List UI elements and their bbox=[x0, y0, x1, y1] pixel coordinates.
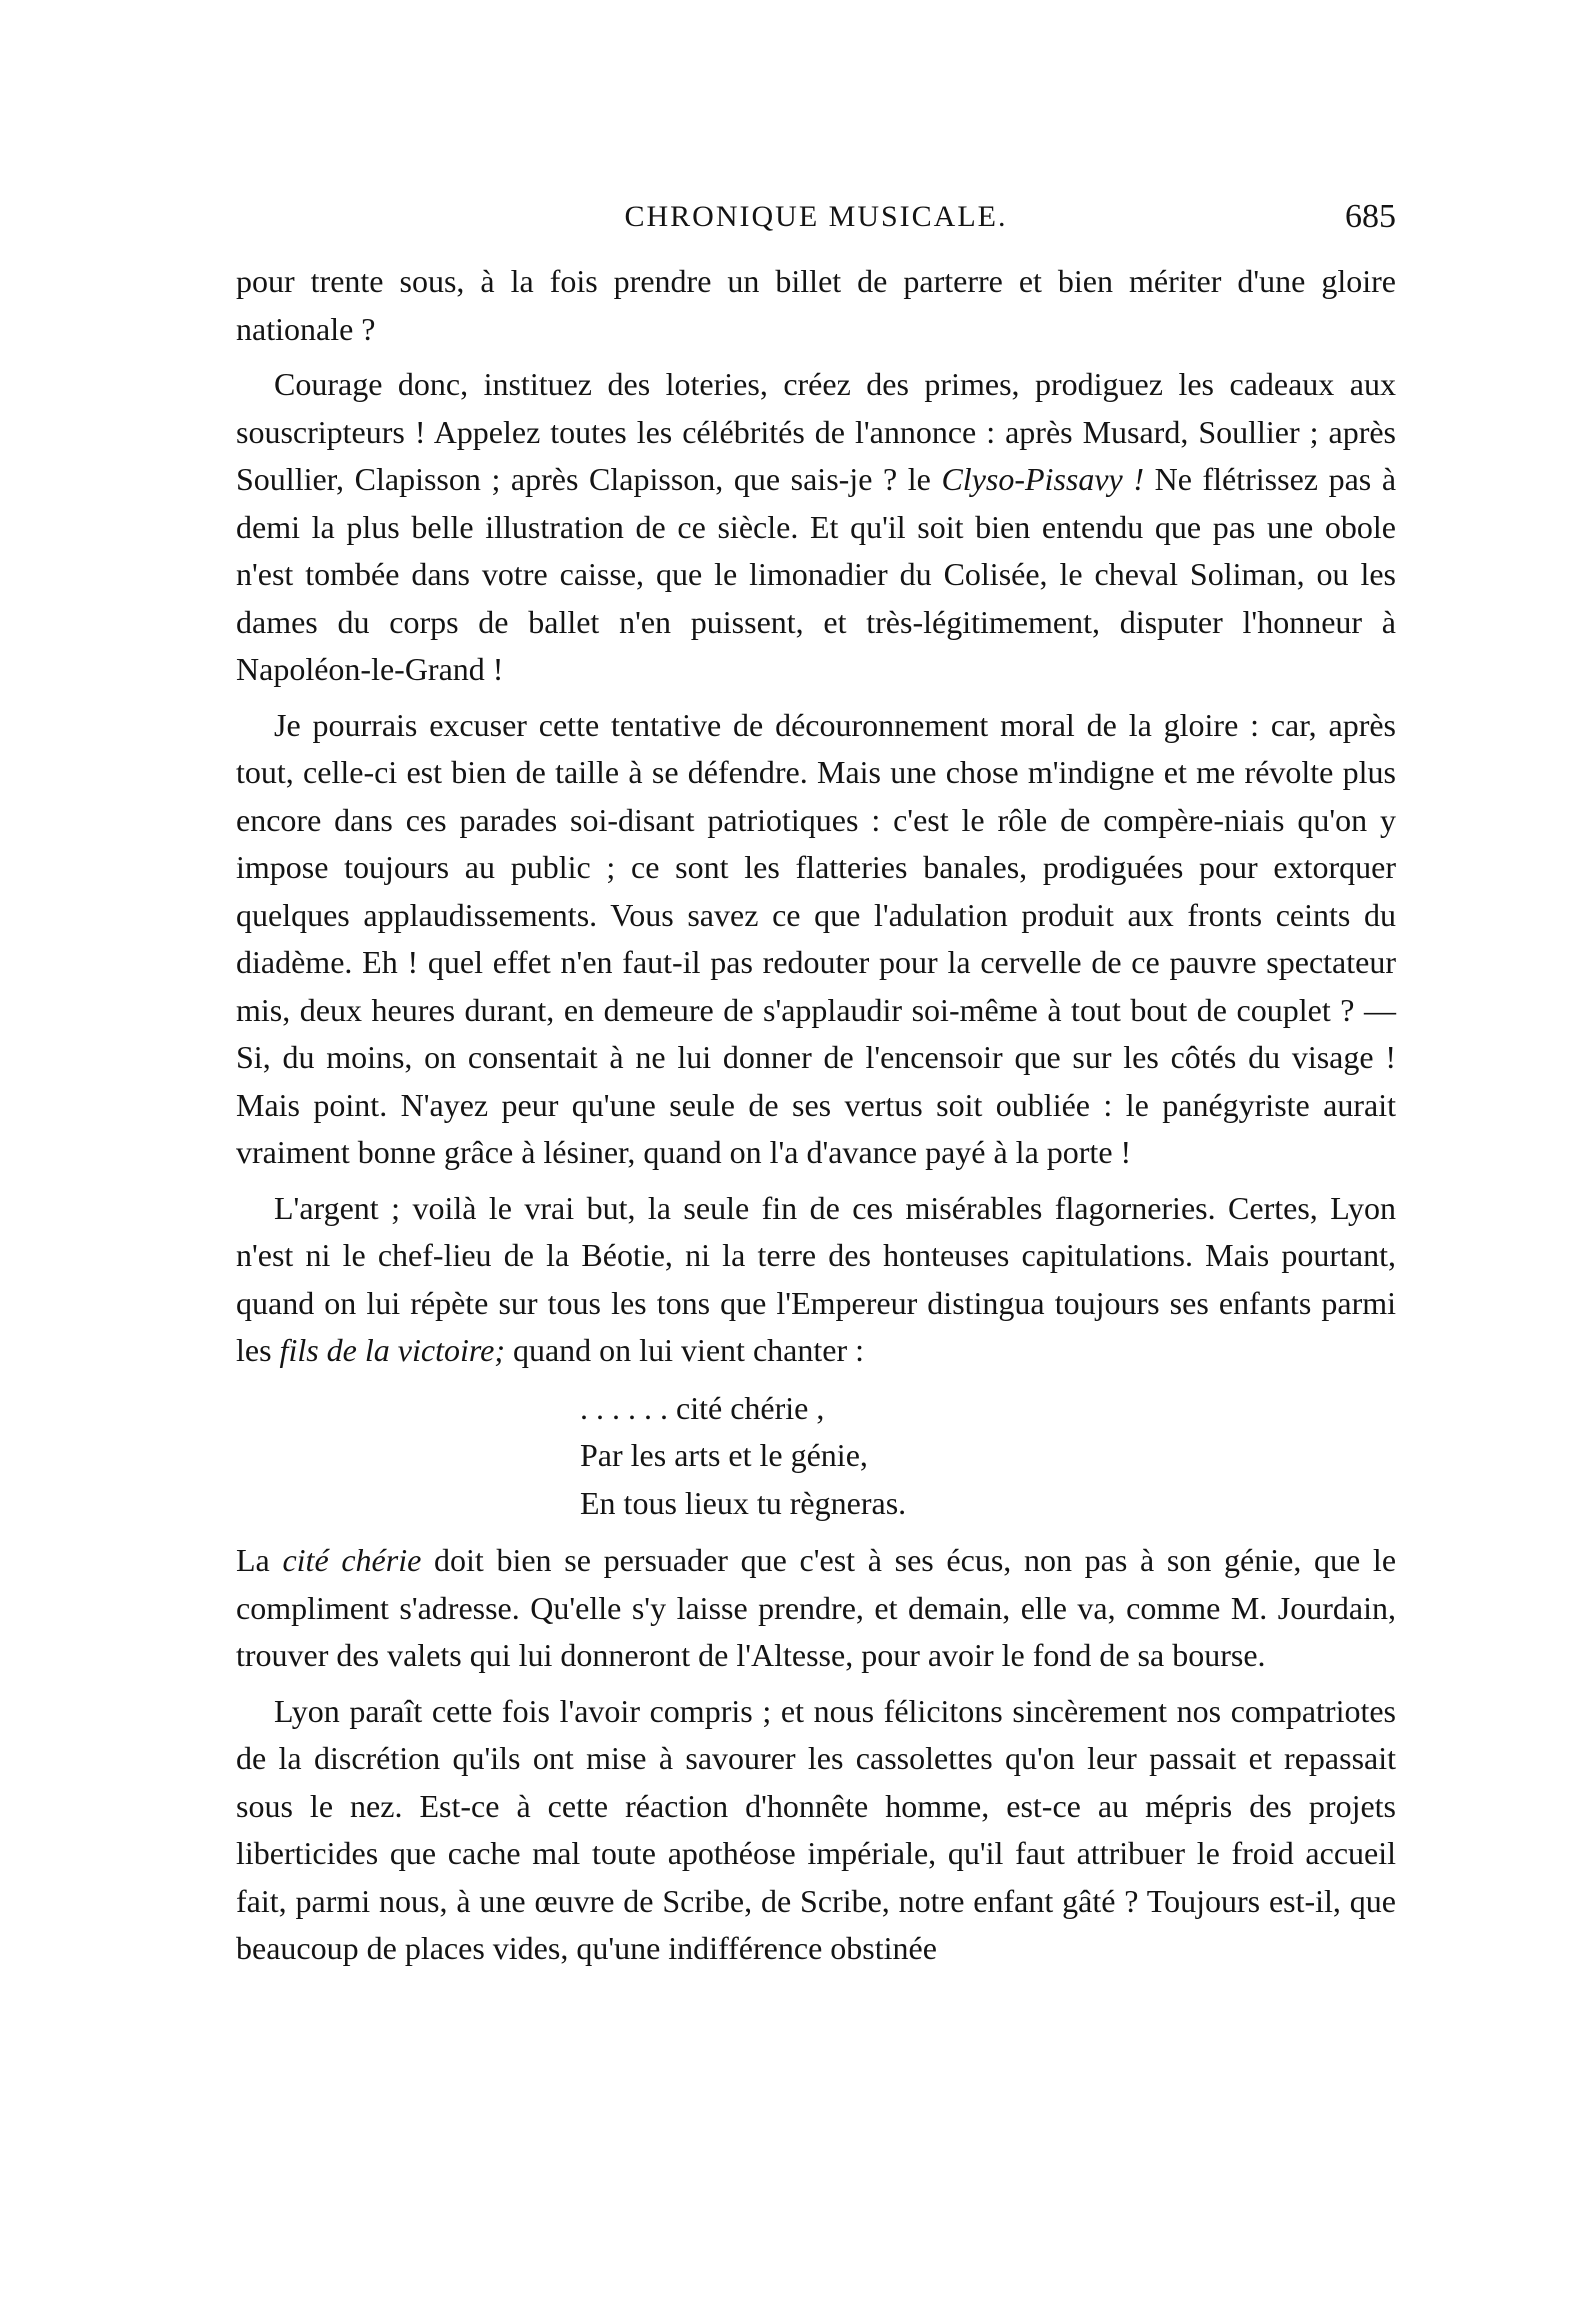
paragraph bbox=[236, 702, 1396, 1177]
text-run: La bbox=[236, 1542, 283, 1578]
paragraphs-after-verse bbox=[236, 1537, 1396, 1973]
italic-text: cité chérie bbox=[282, 1542, 422, 1578]
text-run: pour trente sous, à la fois prendre un billet de parterre et bien mériter d'une gloire nationale ? bbox=[236, 263, 1396, 347]
text-run: Ne flétrissez pas à demi la plus belle illustration de ce siècle. Et qu'il soit bien entendu que pas une obole n'est tombée dans votre caisse, que le limonadier du Colisée, le cheval Soliman, ou les dames du corps de ballet n'en puissent, et très-légitimement, disputer l'honneur à Napoléon-le-Grand ! bbox=[236, 461, 1397, 687]
italic-text: fils de la victoire; bbox=[279, 1332, 505, 1368]
verse-quotation bbox=[580, 1385, 1396, 1528]
paragraph bbox=[236, 1688, 1396, 1973]
paragraph bbox=[236, 361, 1396, 694]
text-run: Courage donc, instituez des loteries, créez des primes, prodiguez les cadeaux aux souscripteurs ! Appelez toutes les célébrités de l'annonce : après Musard, Soullier ; après Soullier, Clapisson ; après Clapisson, que sais-je ? le bbox=[236, 366, 1396, 497]
page-body bbox=[236, 258, 1396, 1973]
italic-text: Clyso-Pissavy ! bbox=[941, 461, 1144, 497]
paragraphs-before-verse bbox=[236, 258, 1396, 1375]
page-number: 685 bbox=[1345, 198, 1396, 235]
paragraph bbox=[236, 1537, 1396, 1680]
text-run: quand on lui vient chanter : bbox=[504, 1332, 864, 1368]
verse-line: Par les arts et le génie, bbox=[580, 1437, 868, 1473]
paragraph bbox=[236, 258, 1396, 353]
verse-line: En tous lieux tu règneras. bbox=[580, 1484, 907, 1521]
paragraph bbox=[236, 1185, 1396, 1375]
verse-line: . . . . . . cité chérie , bbox=[580, 1389, 825, 1426]
text-run: Je pourrais excuser cette tentative de découronnement moral de la gloire : car, après tout, celle-ci est bien de taille à se défendre. Mais une chose m'indigne et me révolte plus encore dans ces parades soi-disant patriotiques : c'est le rôle de compère-niais qu'on y impose toujours au public ; ce sont les flatteries banales, prodiguées pour extorquer quelques applaudissements. Vous savez ce que l'adulation produit aux fronts ceints du diadème. Eh ! quel effet n'en faut-il pas redouter pour la cervelle de ce pauvre spectateur mis, deux heures durant, en demeure de s'applaudir soi-même à tout bout de couplet ? — Si, du moins, on consentait à ne lui donner de l'encensoir que sur les côtés du visage ! Mais point. N'ayez peur qu'une seule de ses vertus soit oubliée : le panégyriste aurait vraiment bonne grâce à lésiner, quand on l'a d'avance payé à la porte ! bbox=[236, 706, 1396, 1170]
text-run: L'argent ; voilà le vrai but, la seule fin de ces misérables flagorneries. Certes, Lyon n'est ni le chef-lieu de la Béotie, ni la terre des honteuses capitulations. Mais pourtant, quand on lui répète sur tous les tons que l'Empereur distingua toujours ses enfants parmi les bbox=[236, 1189, 1396, 1368]
text-run: Lyon paraît cette fois l'avoir compris ; et nous félicitons sincèrement nos compatriotes de la discrétion qu'ils ont mise à savourer les cassolettes qu'on leur passait et repassait sous le nez. Est-ce à cette réaction d'honnête homme, est-ce au mépris des projets liberticides que cache mal toute apothéose impériale, qu'il faut attribuer le froid accueil fait, parmi nous, à une œuvre de Scribe, de Scribe, notre enfant gâté ? Toujours est-il, que beaucoup de places vides, qu'une indifférence obstinée bbox=[236, 1692, 1396, 1966]
text-run: doit bien se persuader que c'est à ses écus, non pas à son génie, que le compliment s'adresse. Qu'elle s'y laisse prendre, et demain, elle va, comme M. Jourdain, trouver des valets qui lui donneront de l'Altesse, pour avoir le fond de sa bourse. bbox=[236, 1542, 1397, 1673]
page-header bbox=[236, 200, 1396, 248]
running-title: CHRONIQUE MUSICALE. bbox=[624, 200, 1008, 233]
